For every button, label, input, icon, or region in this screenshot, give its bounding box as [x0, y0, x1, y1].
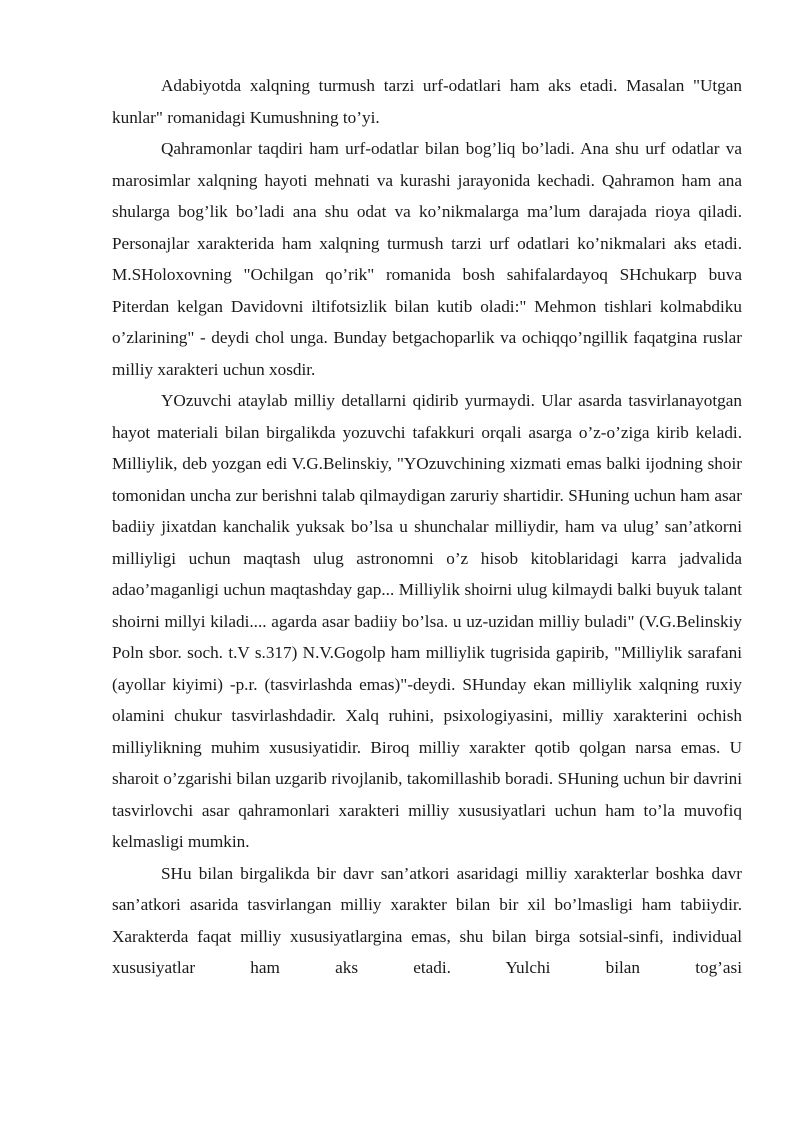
paragraph-4: SHu bilan birgalikda bir davr san’atkori asaridagi milliy xarakterlar boshka davr san’atkori asarida tasvirlangan milliy xarakter bilan bir xil bo’lmasligi ham tabiiydir. Xarakterda faqat milliy xususiyatlargina emas, shu bilan birga sotsial-sinfi, individual xususiyatlar ham aks etadi. Yulchi bilan tog’asi	[112, 863, 742, 977]
paragraph-1: Adabiyotda xalqning turmush tarzi urf-odatlari ham aks etadi. Masalan "Utgan kunlar" romanidagi Kumushning to’yi.	[112, 76, 742, 127]
paragraph-2: Qahramonlar taqdiri ham urf-odatlar bilan bog’liq bo’ladi. Ana shu urf odatlar va marosimlar xalqning hayoti mehnati va kurashi jarayonida kechadi. Qahramon ham ana shularga bog’lik bo’ladi ana shu odat va ko’nikmalarga ma’lum darajada rioya qiladi. Personajlar xarakterida ham xalqning turmush tarzi urf odatlari ko’nikmalari aks etadi. M.SHoloxovning "Ochilgan qo’rik" romanida bosh sahifalardayoq SHchukarp buva Piterdan kelgan Davidovni iltifotsizlik bilan kutib oladi:" Mehmon tishlari kolmabdiku o’zlarining" - deydi chol unga. Bunday betgachoparlik va ochiqqo’ngillik faqatgina ruslar milliy xarakteri uchun xosdir.	[112, 139, 742, 379]
document-page	[112, 70, 742, 984]
paragraph-3: YOzuvchi ataylab milliy detallarni qidirib yurmaydi. Ular asarda tasvirlanayotgan hayot materiali bilan birgalikda yozuvchi tafakkuri orqali asarga o’z-o’ziga kirib keladi. Milliylik, deb yozgan edi V.G.Belinskiy, "YOzuvchining xizmati emas balki ijodning shoir tomonidan uncha zur berishni talab qilmaydigan zaruriy shartidir. SHuning uchun ham asar badiiy jixatdan kanchalik yuksak bo’lsa u shunchalar milliydir, ham va ulug’ san’atkorni milliyligi uchun maqtash ulug astronomni o’z hisob kitoblaridagi karra jadvalida adao’maganligi uchun maqtashday gap... Milliylik shoirni ulug kilmaydi balki buyuk talant shoirni millyi kiladi.... agarda asar badiiy bo’lsa. u uz-uzidan milliy buladi" (V.G.Belinskiy Poln sbor. soch. t.V s.317) N.V.Gogolp ham milliylik tugrisida gapirib, "Milliylik sarafani (ayollar kiyimi) -p.r. (tasvirlashda emas)"-deydi. SHunday ekan milliylik xalqning ruxiy olamini chukur tasvirlashdadir. Xalq ruhini, psixologiyasini, milliy xarakterini ochish milliylikning muhim xususiyatidir. Biroq milliy xarakter qotib qolgan narsa emas. U sharoit o’zgarishi bilan uzgarib rivojlanib, takomillashib boradi. SHuning uchun bir davrini tasvirlovchi asar qahramonlari xarakteri milliy xususiyatlari uchun ham to’la muvofiq kelmasligi mumkin.	[112, 391, 742, 851]
